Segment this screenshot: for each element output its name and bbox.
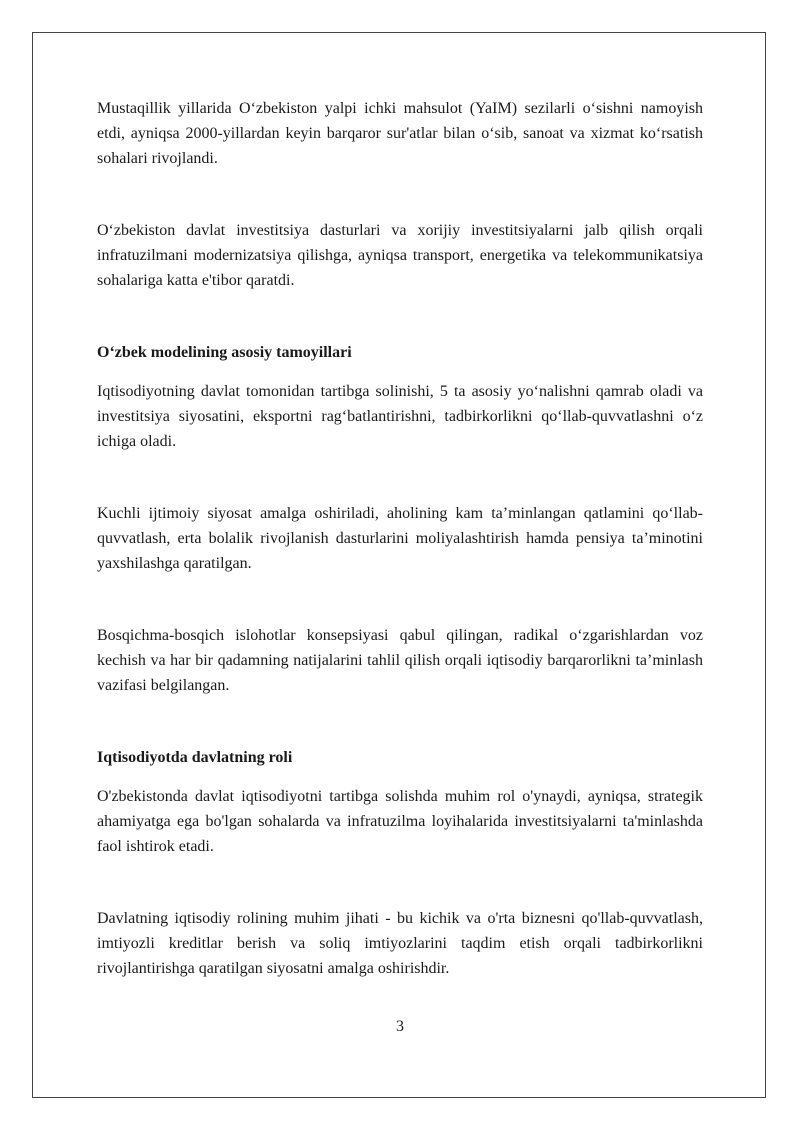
paragraph-gdp-growth: Mustaqillik yillarida O‘zbekiston yalpi ichki mahsulot (YaIM) sezilarli o‘sishni namoyish etdi, ayniqsa 2000-yillardan keyin barqaror sur'atlar bilan o‘sib, sanoat va xizmat ko‘rsatish sohalari rivojlandi.: [97, 100, 703, 167]
paragraph-state-role: O'zbekistonda davlat iqtisodiyotni tartibga solishda muhim rol o'ynaydi, ayniqsa, strategik ahamiyatga ega bo'lgan sohalarda va infratuzilma loyihalarida investitsiyalarni ta'minlashda faol ishtirok etadi.: [97, 788, 703, 855]
section-heading-state-role: Iqtisodiyotda davlatning roli: [97, 749, 293, 766]
paragraph-social-policy: Kuchli ijtimoiy siyosat amalga oshiriladi, aholining kam ta’minlangan qatlamini qo‘llab-quvvatlash, erta bolalik rivojlanish dasturlarini moliyalashtirish hamda pensiya ta’minotini yaxshilashga qaratilgan.: [97, 505, 703, 572]
paragraph-state-regulation: Iqtisodiyotning davlat tomonidan tartibga solinishi, 5 ta asosiy yo‘nalishni qamrab oladi va investitsiya siyosatini, eksportni rag‘batlantirishni, tadbirkorlikni qo‘llab-quvvatlashni o‘z ichiga oladi.: [97, 383, 703, 450]
paragraph-sme-support: Davlatning iqtisodiy rolining muhim jihati - bu kichik va o'rta biznesni qo'llab-quvvatlash, imtiyozli kreditlar berish va soliq imtiyozlarini taqdim etish orqali tadbirkorlikni rivojlantirishga qaratilgan siyosatni amalga oshirishdir.: [97, 910, 703, 977]
paragraph-gradual-reforms: Bosqichma-bosqich islohotlar konsepsiyasi qabul qilingan, radikal o‘zgarishlardan voz kechish va har bir qadamning natijalarini tahlil qilish orqali iqtisodiy barqarorlikni ta’minlash vazifasi belgilangan.: [97, 627, 703, 694]
paragraph-infrastructure: O‘zbekiston davlat investitsiya dasturlari va xorijiy investitsiyalarni jalb qilish orqali infratuzilmani modernizatsiya qilishga, ayniqsa transport, energetika va telekommunikatsiya sohalariga katta e'tibor qaratdi.: [97, 222, 703, 289]
document-body: [97, 96, 703, 981]
page-number: 3: [396, 1018, 404, 1035]
section-heading-principles: O‘zbek modelining asosiy tamoyillari: [97, 344, 352, 361]
